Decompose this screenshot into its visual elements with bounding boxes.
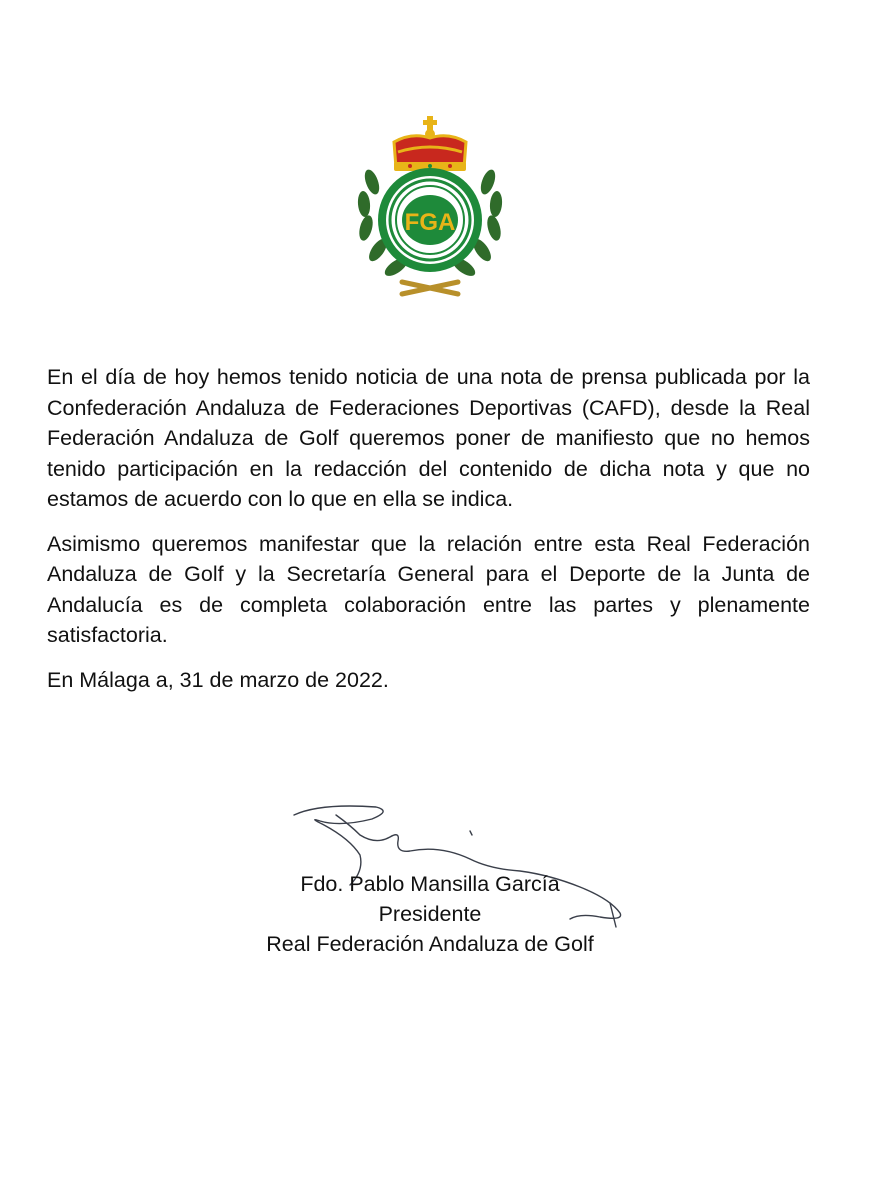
- letter-body: [47, 362, 810, 695]
- signatory-organization: Real Federación Andaluza de Golf: [266, 932, 594, 956]
- crown-icon: [394, 116, 466, 171]
- signatory-name: Fdo. Pablo Mansilla García: [300, 872, 560, 896]
- signatory-role: Presidente: [378, 902, 482, 926]
- golf-clubs-icon: [402, 282, 458, 294]
- fga-logo: [350, 112, 510, 304]
- signature-block: [200, 869, 660, 959]
- letter-paragraph: En el día de hoy hemos tenido noticia de una nota de prensa publicada por la Confederación Andaluza de Federaciones Deportivas (CAFD), desde la Real Federación Andaluza de Golf queremos poner de manifiesto que no hemos tenido participación en la redacción del contenido de dicha nota y que no estamos de acuerdo con lo que en ella se indica.: [47, 365, 810, 511]
- letter-closing: En Málaga a, 31 de marzo de 2022.: [47, 667, 389, 692]
- fga-crest-icon: [350, 112, 510, 304]
- logo-text: FGA: [404, 209, 456, 236]
- letter-paragraph: Asimismo queremos manifestar que la relación entre esta Real Federación Andaluza de Golf y la Secretaría General para el Deporte de la Junta de Andalucía es de completa colaboración entre las partes y plenamente satisfactoria.: [47, 531, 810, 647]
